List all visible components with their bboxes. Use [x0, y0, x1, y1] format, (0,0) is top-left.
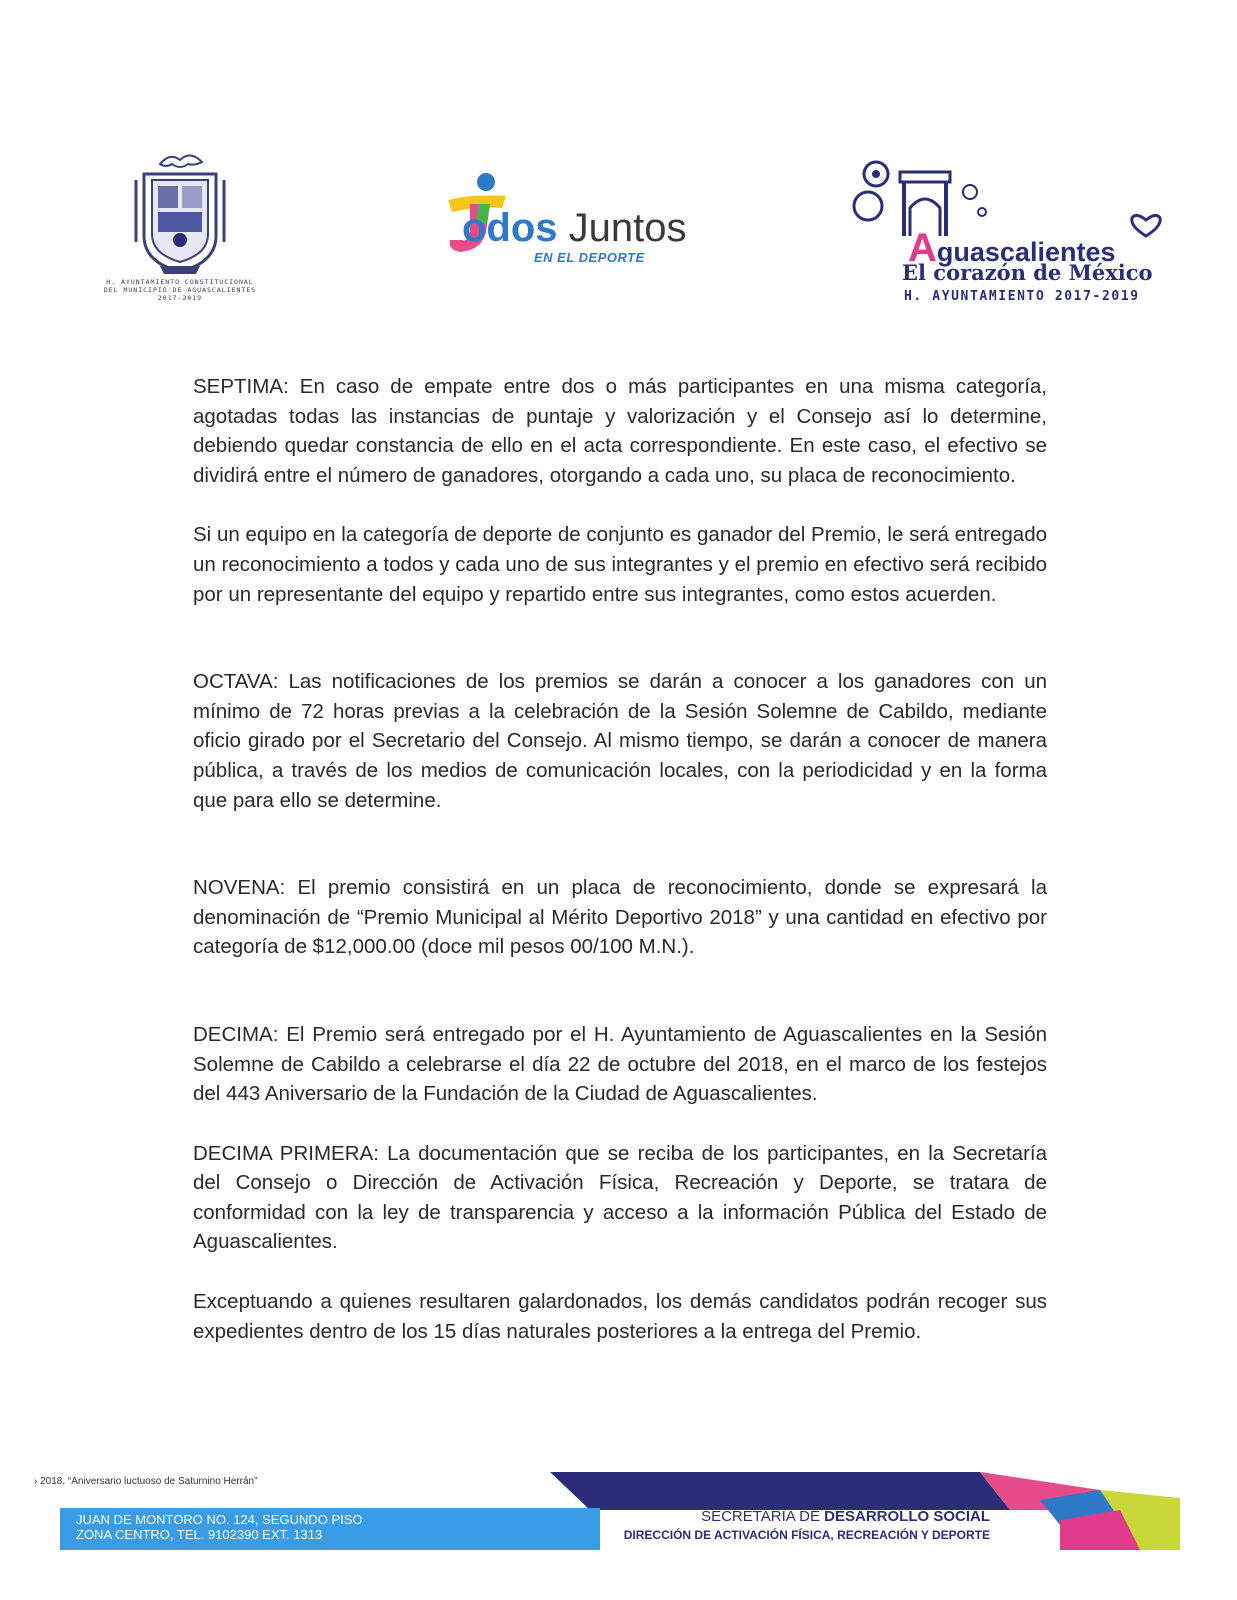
clause-septima: SEPTIMA: En caso de empate entre dos o más participantes en una misma categoría, agotadas todas las instancias de puntaje y valorización y el Consejo así lo determine, debiendo quedar constancia de ello en el acta correspondiente. En este caso, el efectivo se dividirá entre el número de ganadores, otorgando a cada uno, su placa de reconocimiento.	[193, 375, 1047, 487]
footer-department	[610, 1506, 990, 1552]
footer-commemorative-note: › 2018, “Aniversario luctuoso de Saturnino Herrán”	[34, 1476, 258, 1487]
footer-address	[60, 1508, 600, 1550]
wordmark-initial-a: A	[908, 226, 937, 270]
clause-decima: DECIMA: El Premio será entregado por el H. Ayuntamiento de Aguascalientes en la Sesión Solemne de Cabildo a celebrarse el día 22 de octubre del 2018, en el marco de los festejos del 443 Aniversario de la Fundación de la Ciudad de Aguascalientes.	[193, 1022, 1047, 1106]
todos-subtitle: EN EL DEPORTE	[534, 250, 645, 265]
clause-decima-primera: DECIMA PRIMERA: La documentación que se reciba de los participantes, en la Secretaría del Consejo o Dirección de Activación Física, Recreación y Deporte, se tratara de conformidad con la ley de transparencia y acceso a la información Pública del Estado de Aguascalientes.	[193, 1141, 1047, 1254]
secretaria-title	[610, 1508, 990, 1525]
wordmark-rest: guascalientes	[936, 237, 1116, 267]
clause-octava: OCTAVA: Las notificaciones de los premios se darán a conocer a los ganadores con un mínimo de 72 horas previas a la celebración de la Sesión Solemne de Cabildo, mediante oficio girado por el Secretario del Consejo. Al mismo tiempo, se darán a conocer de manera pública, a través de los medios de comunicación locales, con la periodicidad y en la forma que para ello se determine.	[193, 670, 1047, 812]
municipal-seal	[95, 150, 265, 312]
seal-caption-line-3: 2017-2019	[157, 294, 203, 302]
document-body	[193, 372, 1047, 1346]
secretaria-bold: DESARROLLO SOCIAL	[824, 1508, 990, 1525]
aguascalientes-slogan: El corazón de México	[902, 260, 1153, 285]
clause-expedientes: Exceptuando a quienes resultaren galardonados, los demás candidatos podrán recoger sus expedientes dentro de los 15 días naturales posteriores a la entrega del Premio.	[193, 1290, 1047, 1343]
clause-novena: NOVENA: El premio consistirá en un placa de reconocimiento, donde se expresará la denominación de “Premio Municipal al Mérito Deportivo 2018” y una cantidad en efectivo por categoría de $12,000.00 (doce mil pesos 00/100 M.N.).	[193, 876, 1047, 959]
todos-juntos-title	[462, 206, 687, 251]
todos-juntos-logo	[440, 170, 740, 270]
heart-icon	[1128, 212, 1164, 238]
direccion-subtitle: DIRECCIÓN DE ACTIVACIÓN FÍSICA, RECREACIÓN Y DEPORTE	[623, 1528, 990, 1542]
seal-caption-line-2: DEL MUNICIPIO DE AGUASCALIENTES	[103, 286, 257, 294]
aguascalientes-logo	[850, 152, 1170, 312]
seal-caption-line-1: H. AYUNTAMIENTO CONSTITUCIONAL	[106, 278, 254, 286]
secretaria-prefix: SECRETARÍA DE	[701, 1508, 825, 1525]
address-line-2: ZONA CENTRO, TEL. 9102390 EXT. 1313	[76, 1527, 323, 1542]
clause-team-prize: Si un equipo en la categoría de deporte de conjunto es ganador del Premio, le será entregado un reconocimiento a todos y cada uno de sus integrantes y el premio en efectivo será recibido por un representante del equipo y repartido entre sus integrantes, como estos acuerden.	[193, 523, 1047, 606]
ayuntamiento-period: H. AYUNTAMIENTO 2017-2019	[904, 289, 1140, 304]
address-line-1: JUAN DE MONTORO NO. 124, SEGUNDO PISO	[76, 1512, 363, 1527]
coat-of-arms-icon	[130, 150, 230, 278]
juntos-word: Juntos	[568, 206, 687, 250]
todos-word: odos	[462, 206, 558, 250]
